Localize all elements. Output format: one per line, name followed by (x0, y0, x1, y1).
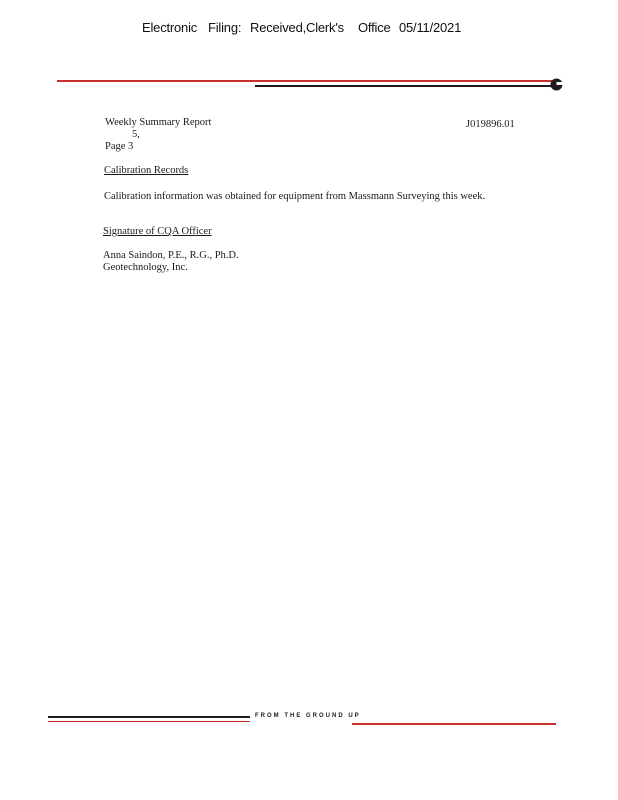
company-logo-icon (549, 77, 564, 92)
calibration-heading: Calibration Records (104, 165, 189, 176)
project-number: J019896.01 (466, 119, 515, 130)
stamp-office: Office (358, 20, 391, 35)
calibration-body: Calibration information was obtained for equipment from Massmann Surveying this week. (104, 191, 486, 202)
signature-heading: Signature of CQA Officer (103, 226, 212, 237)
report-title: Weekly Summary Report (105, 117, 212, 128)
report-date-fragment: 5, (132, 129, 140, 140)
stamp-received: Received,Clerk's (250, 20, 344, 35)
footer-tagline: FROM THE GROUND UP (255, 713, 361, 719)
stamp-date: 05/11/2021 (399, 20, 462, 35)
page-number: Page 3 (105, 141, 134, 152)
signer-company: Geotechnology, Inc. (103, 262, 188, 273)
stamp-electronic: Electronic (142, 20, 198, 35)
stamp-filing: Filing: (208, 20, 242, 35)
signer-name: Anna Saindon, P.E., R.G., Ph.D. (103, 250, 239, 261)
